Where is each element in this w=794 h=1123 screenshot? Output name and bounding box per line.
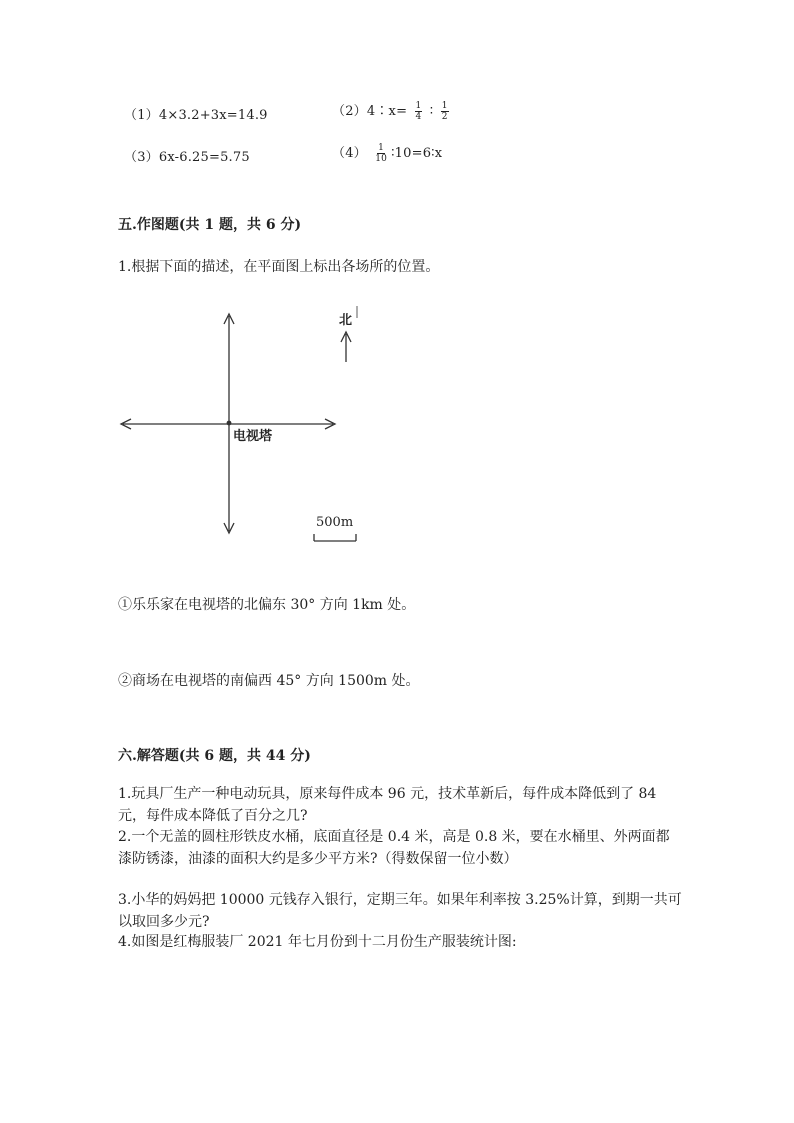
section-5-title: 五.作图题(共 1 题，共 6 分) (118, 217, 302, 233)
section-6-question-2: 2.一个无盖的圆柱形铁皮水桶，底面直径是 0.4 米，高是 0.8 米，要在水桶里、外两面都漆防锈漆，油漆的面积大约是多少平方米?（得数保留一位小数） (118, 829, 670, 867)
equation-3-label: （3） (124, 150, 159, 165)
section-6-question-3: 3.小华的妈妈把 10000 元钱存入银行，定期三年。如果年利率按 3.25%计算，到期一共可以取回多少元? (118, 892, 682, 930)
ratio-separator: ∶ (429, 104, 438, 119)
equation-4-suffix: ∶10=6∶x (391, 146, 443, 161)
section-5-question-1: 1.根据下面的描述，在平面图上标出各场所的位置。 (118, 259, 440, 275)
section-6-title: 六.解答题(共 6 题，共 44 分) (118, 748, 311, 764)
equation-1-text: 4×3.2+3x=14.9 (158, 108, 268, 123)
section-5-item-1: ①乐乐家在电视塔的北偏东 30° 方向 1km 处。 (118, 597, 416, 613)
north-label: 北 (339, 313, 353, 328)
equation-2-prefix: 4∶x= (366, 104, 408, 119)
equation-4-label: （4） (332, 146, 367, 161)
tv-tower-point (227, 421, 232, 426)
equation-2-label: （2） (332, 104, 367, 119)
section-6-question-1: 1.玩具厂生产一种电动玩具，原来每件成本 96 元，技术革新后，每件成本降低到了 84 元，每件成本降低了百分之几? (118, 786, 657, 824)
equation-1-label: （1） (124, 108, 159, 123)
tv-tower-label: 电视塔 (233, 429, 273, 444)
equation-3-text: 6x-6.25=5.75 (158, 150, 250, 165)
fraction-one-half: $\frac{1}{2}$ (441, 101, 448, 122)
fraction-one-tenth: $\frac{1}{10}$ (375, 143, 388, 164)
section-6-question-4: 4.如图是红梅服装厂 2021 年七月份到十二月份生产服装统计图: (118, 934, 517, 950)
scale-label: 500m (316, 515, 354, 530)
section-5-item-2: ②商场在电视塔的南偏西 45° 方向 1500m 处。 (118, 673, 420, 689)
fraction-one-quarter: $\frac{1}{4}$ (415, 101, 422, 122)
